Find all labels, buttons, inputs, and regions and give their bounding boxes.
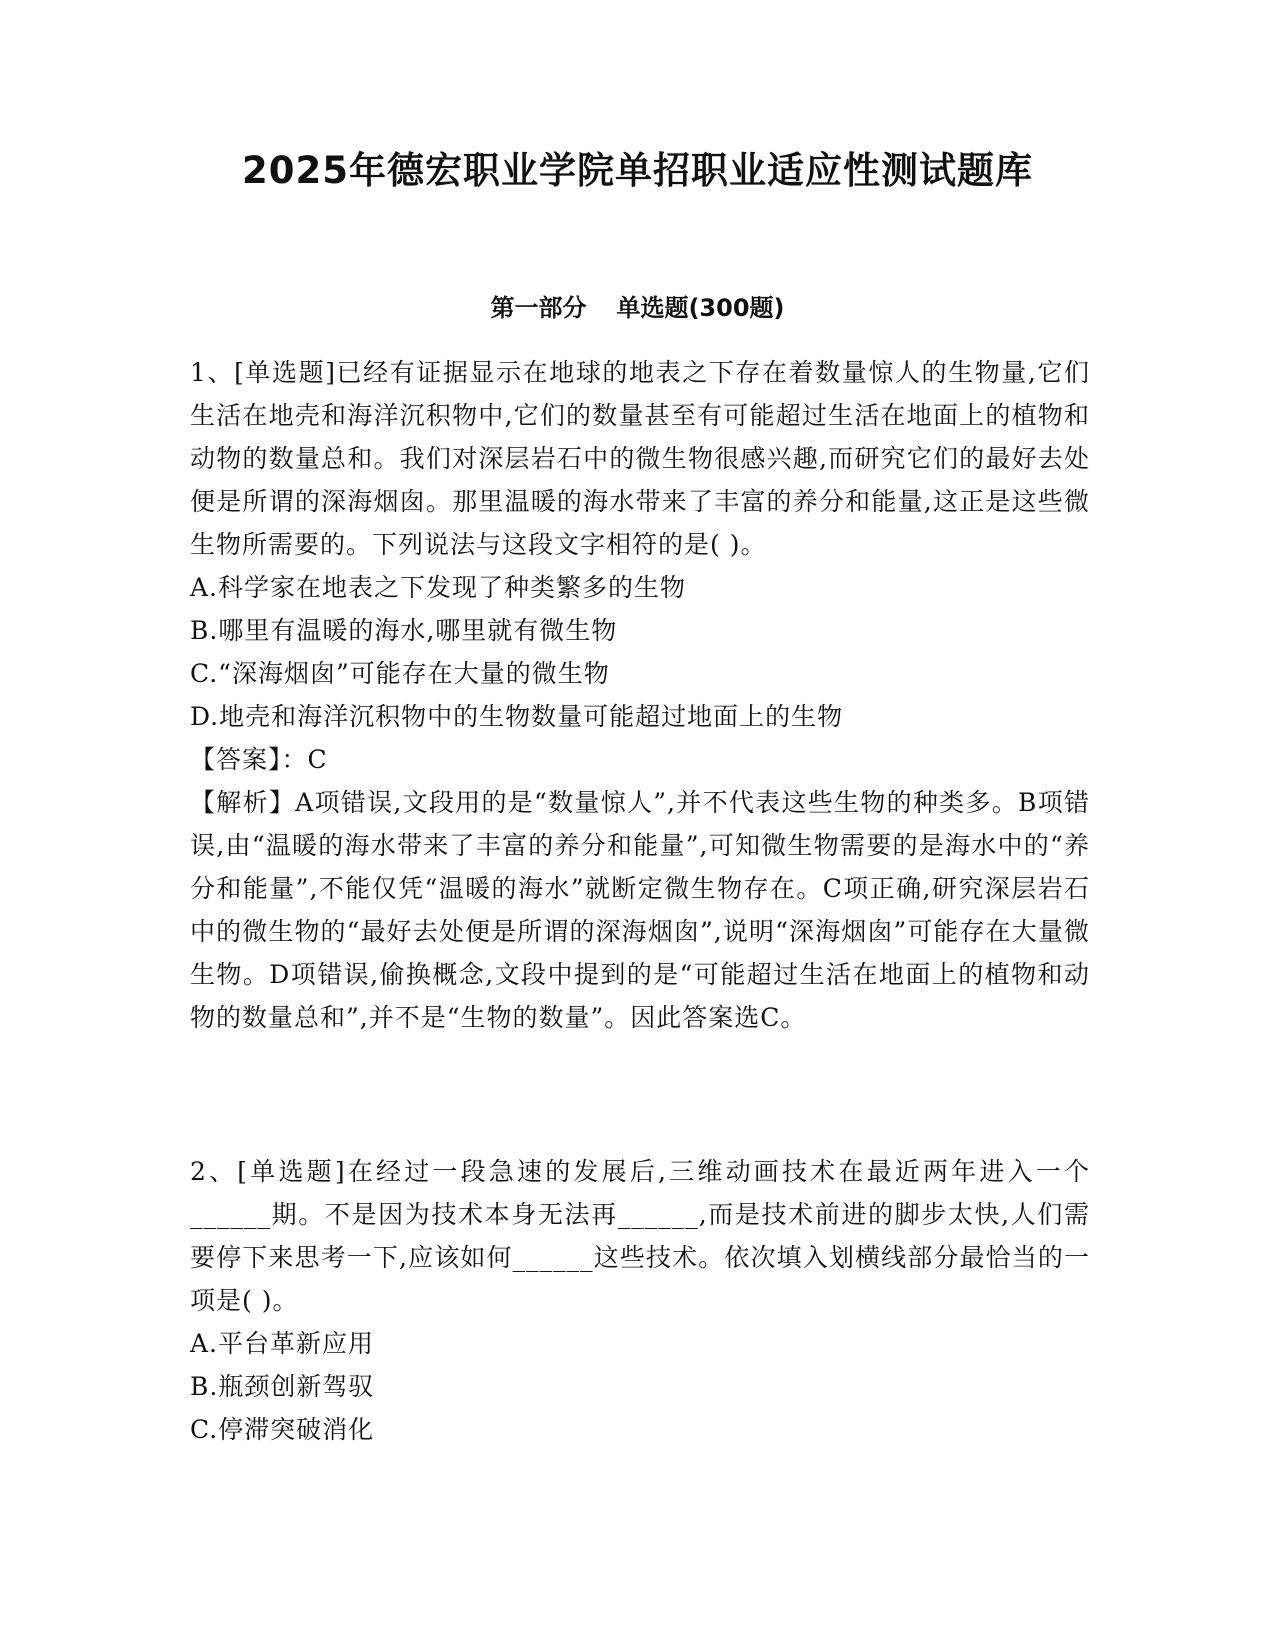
section-part: 第一部分 bbox=[490, 294, 587, 322]
question-stem: 2、[单选题]在经过一段急速的发展后,三维动画技术在最近两年进入一个______期。不是因为技术本身无法再______,而是技术前进的脚步太快,人们需要停下来思考一下,应该如何______这些技术。依次填入划横线部分最恰当的一项是( )。 bbox=[190, 1157, 1090, 1315]
option-b: B.哪里有温暖的海水,哪里就有微生物 bbox=[190, 616, 618, 645]
document-title: 2025年德宏职业学院单招职业适应性测试题库 bbox=[242, 149, 1033, 192]
question-stem: 1、[单选题]已经有证据显示在地球的地表之下存在着数量惊人的生物量,它们生活在地壳和海洋沉积物中,它们的数量甚至有可能超过生活在地面上的植物和动物的数量总和。我们对深层岩石中的微生物很感兴趣,而研究它们的最好去处便是所谓的深海烟囱。那里温暖的海水带来了丰富的养分和能量,这正是这些微生物所需要的。下列说法与这段文字相符的是( )。 bbox=[190, 358, 1090, 559]
question-2 bbox=[190, 1150, 1090, 1451]
section-heading bbox=[0, 290, 1275, 326]
option-d: D.地壳和海洋沉积物中的生物数量可能超过地面上的生物 bbox=[190, 702, 844, 731]
option-a: A.平台革新应用 bbox=[190, 1329, 375, 1358]
question-1 bbox=[190, 351, 1090, 1039]
section-label: 单选题(300题) bbox=[616, 294, 785, 322]
option-c: C.停滞突破消化 bbox=[190, 1415, 375, 1444]
analysis-paragraph: 【解析】A项错误,文段用的是“数量惊人”,并不代表这些生物的种类多。B项错误,由“温暖的海水带来了丰富的养分和能量”,可知微生物需要的是海水中的“养分和能量”,不能仅凭“温暖的海水”就断定微生物存在。C项正确,研究深层岩石中的微生物的“最好去处便是所谓的深海烟囱”,说明“深海烟囱”可能存在大量微生物。D项错误,偷换概念,文段中提到的是“可能超过生活在地面上的植物和动物的数量总和”,并不是“生物的数量”。因此答案选C。 bbox=[190, 788, 1090, 1032]
answer-line: 【答案】：C bbox=[190, 745, 328, 774]
option-b: B.瓶颈创新驾驭 bbox=[190, 1372, 375, 1401]
option-c: C.“深海烟囱”可能存在大量的微生物 bbox=[190, 659, 610, 688]
option-a: A.科学家在地表之下发现了种类繁多的生物 bbox=[190, 573, 687, 602]
